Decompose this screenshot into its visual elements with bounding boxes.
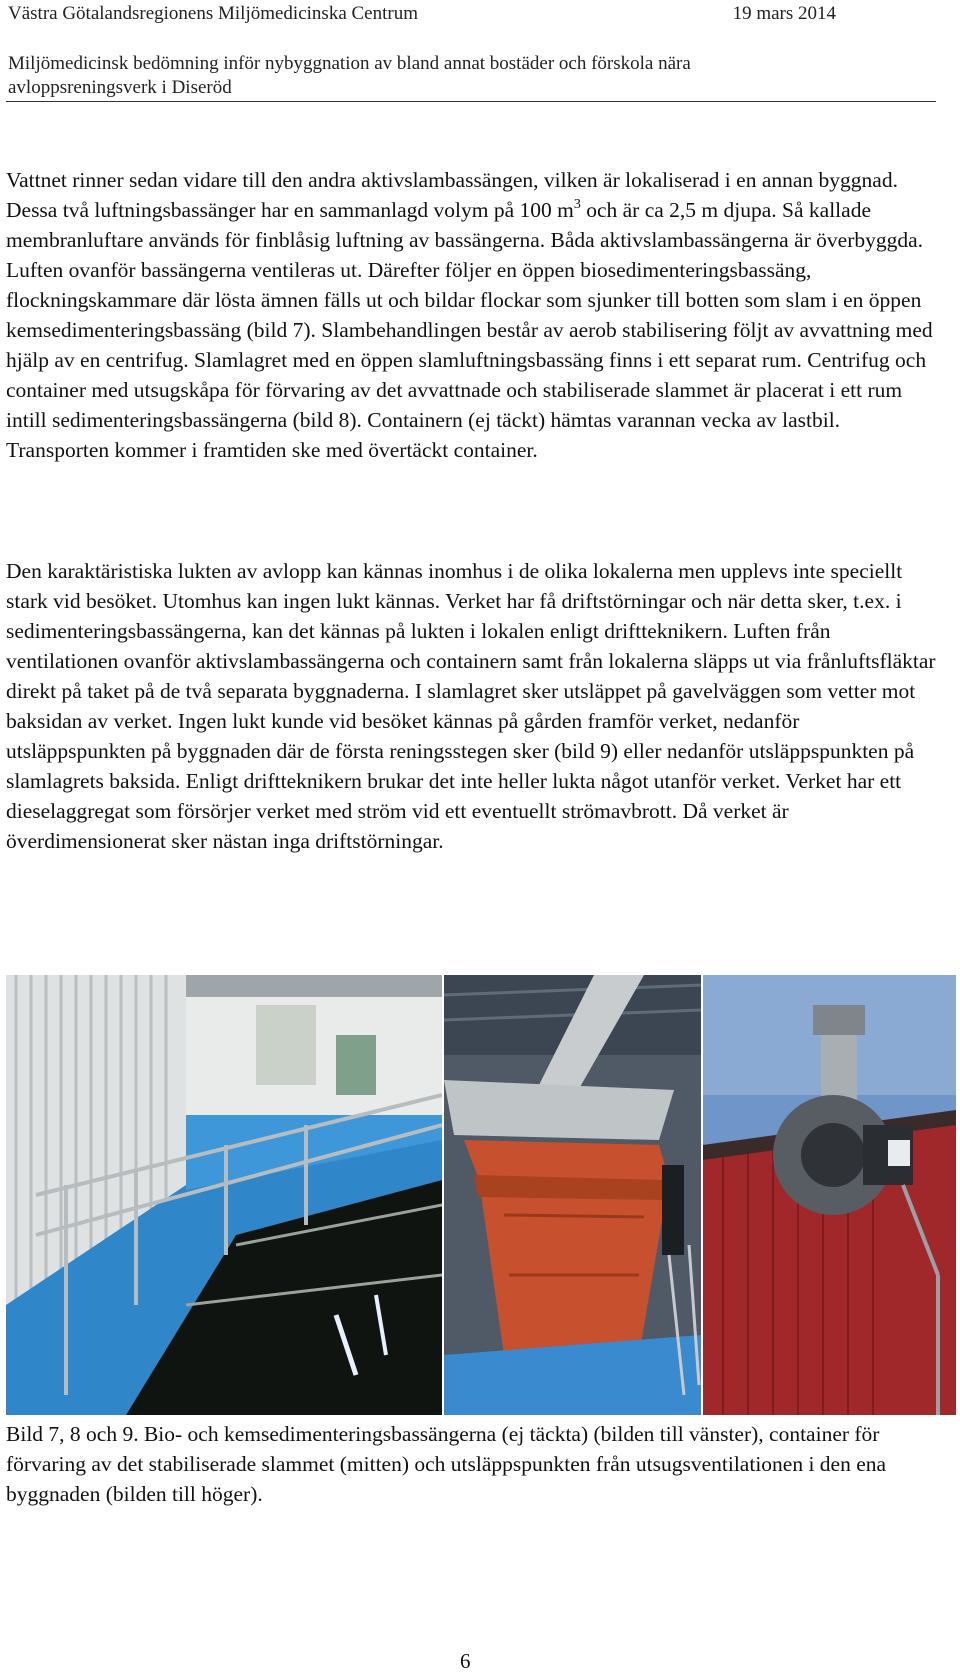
header-date: 19 mars 2014 — [732, 3, 836, 24]
body-paragraph-2: Den karaktäristiska lukten av avlopp kan kännas inomhus i de olika lokalerna men upplevs inte speciellt stark vid besöket. Utomhus kan ingen lukt kännas. Verket har få driftstörningar och när detta sker, t.ex. i sedimenteringsbassängerna, kan det kännas på lukten i lokalen enligt driftteknikern. Luften från ventilationen ovanför aktivslambassängerna och containern samt från lokalerna släpps ut via frånluftsfläktar direkt på taket på de två separata byggnaderna. I slamlagret sker utsläppet på gavelväggen som vetter mot baksidan av verket. Ingen lukt kunde vid besöket kännas på gården framför verket, nedanför utsläppspunkten på byggnaden där de första reningsstegen sker (bild 9) eller nedanför utsläppspunkten på slamlagrets baksida. Enligt driftteknikern brukar det inte heller lukta något utanför verket. Verket har ett dieselaggregat som försörjer verket med ström vid ett eventuellt strömavbrott. Då verket är överdimensionerat sker nästan inga driftstörningar. — [6, 559, 936, 853]
header-organization: Västra Götalandsregionens Miljömedicinska Centrum — [8, 3, 418, 24]
photo-strip — [6, 975, 956, 1415]
body-paragraph-1 — [6, 165, 936, 465]
para1-text-b: och är ca 2,5 m djupa. Så kallade membranluftare används för finblåsig luftning av bassängerna. Båda aktivslambassängerna är överbyggda. Luften ovanför bassängerna ventileras ut. Därefter följer en öppen biosedimenteringsbassäng, flockningskammare där lösta ämnen fälls ut och bildar flockar som sjunker till botten som slam i en öppen kemsedimenteringsbassäng (bild 7). Slambehandlingen består av aerob stabilisering följt av avvattning med hjälp av en centrifug. Slamlagret med en öppen slamluftningsbassäng finns i ett separat rum. Centrifug och container med utsugskåpa för förvaring av det avvattnade och stabiliserade slammet är placerat i ett rum intill sedimenteringsbassängerna (bild 8). Containern (ej täckt) hämtas varannan vecka av lastbil. Transporten kommer i framtiden ske med övertäckt container. — [6, 198, 933, 462]
volume-superscript: 3 — [573, 197, 581, 212]
page-number: 6 — [460, 1649, 471, 1673]
photo-sedimentation-basins — [6, 975, 442, 1415]
photo-exhaust-fan — [703, 975, 956, 1415]
header-subtitle-line2: avloppsreningsverk i Diseröd — [8, 77, 232, 98]
photo-sludge-container — [444, 975, 701, 1415]
header-divider — [6, 101, 936, 102]
header-subtitle — [8, 52, 934, 100]
running-header — [8, 2, 934, 26]
figure-caption: Bild 7, 8 och 9. Bio- och kemsedimenteringsbassängerna (ej täckta) (bilden till vänster), container för förvaring av det stabiliserade slammet (mitten) och utsläppspunkten från utsugsventilationen i den ena byggnaden (bilden till höger). — [6, 1422, 887, 1506]
header-subtitle-line1: Miljömedicinsk bedömning inför nybyggnation av bland annat bostäder och förskola nära — [8, 53, 691, 74]
para1-text-a: Vattnet rinner sedan vidare till den andra aktivslambassängen, vilken är lokaliserad i en annan byggnad. Dessa två luftningsbassänger har en sammanlagd volym på 100 m — [6, 168, 898, 222]
